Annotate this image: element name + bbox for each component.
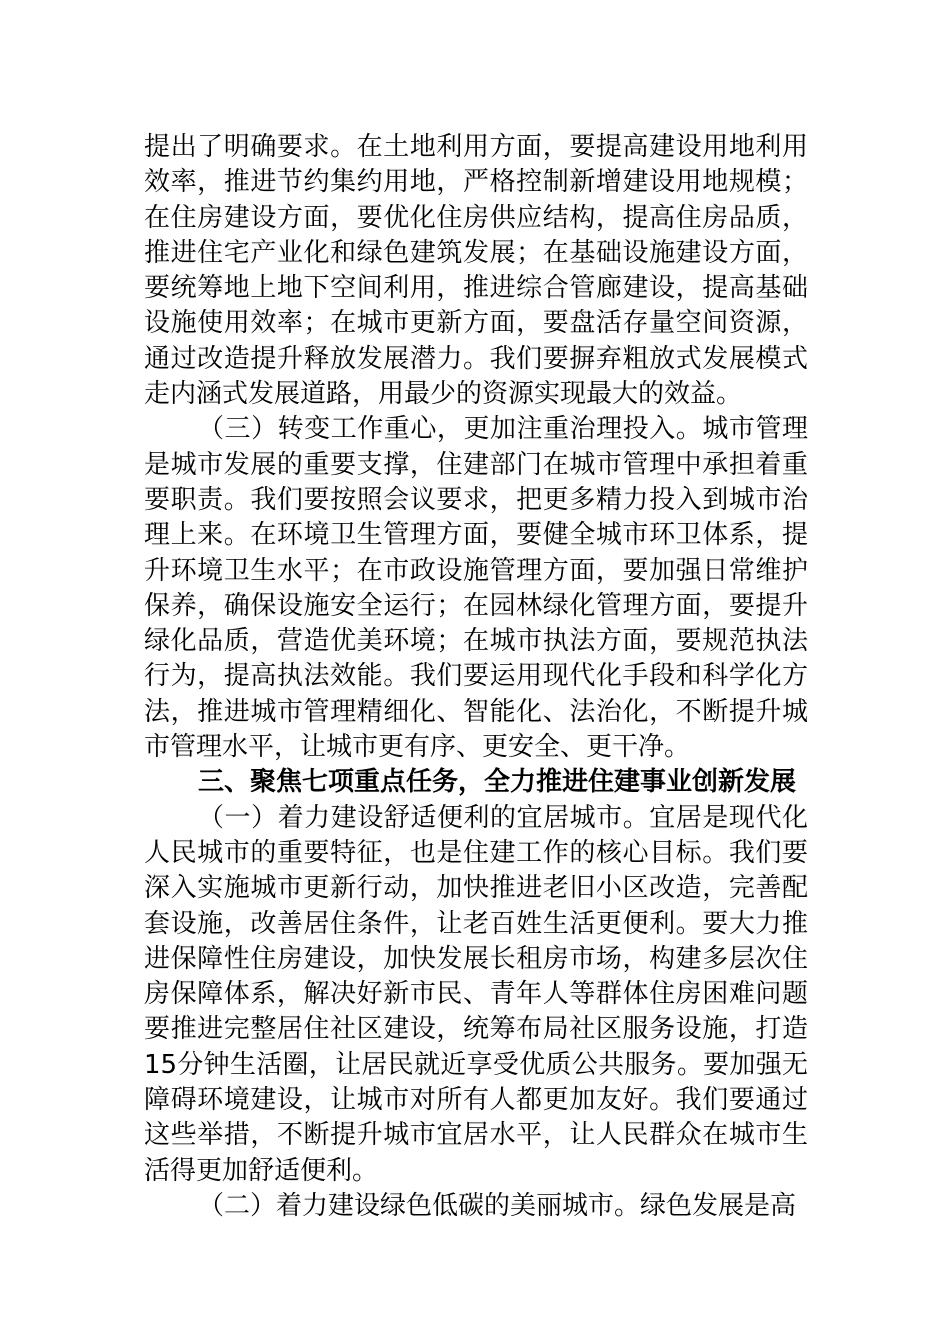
paragraph-green-city: （二）着力建设绿色低碳的美丽城市。绿色发展是高	[198, 1190, 797, 1221]
document-page	[144, 130, 808, 1224]
section-heading-three: 三、聚焦七项重点任务，全力推进住建事业创新发展	[198, 767, 797, 798]
paragraph-livable-city: （一）着力建设舒适便利的宜居城市。宜居是现代化人民城市的重要特征，也是住建工作的核心目标。我们要深入实施城市更新行动，加快推进老旧小区改造，完善配套设施，改善居住条件，让老百姓生活更便利。要大力推进保障性住房建设，加快发展长租房市场，构建多层次住房保障体系，解决好新市民、青年人等群体住房困难问题要推进完整居住社区建设，统筹布局社区服务设施，打造15分钟生活圈，让居民就近享受优质公共服务。要加强无障碍环境建设，让城市对所有人都更加友好。我们要通过这些举措，不断提升城市宜居水平，让人民群众在城市生活得更加舒适便利。	[144, 802, 808, 1186]
paragraph-continuation: 提出了明确要求。在土地利用方面，要提高建设用地利用效率，推进节约集约用地，严格控制新增建设用地规模；在住房建设方面，要优化住房供应结构，提高住房品质，推进住宅产业化和绿色建筑发展；在基础设施建设方面，要统筹地上地下空间利用，推进综合管廊建设，提高基础设施使用效率；在城市更新方面，要盘活存量空间资源，通过改造提升释放发展潜力。我们要摒弃粗放式发展模式走内涵式发展道路，用最少的资源实现最大的效益。	[144, 132, 808, 410]
paragraph-governance-focus: （三）转变工作重心，更加注重治理投入。城市管理是城市发展的重要支撑，住建部门在城市管理中承担着重要职责。我们要按照会议要求，把更多精力投入到城市治理上来。在环境卫生管理方面，要健全城市环卫体系，提升环境卫生水平；在市政设施管理方面，要加强日常维护保养，确保设施安全运行；在园林绿化管理方面，要提升绿化品质，营造优美环境；在城市执法方面，要规范执法行为，提高执法效能。我们要运用现代化手段和科学化方法，推进城市管理精细化、智能化、法治化，不断提升城市管理水平，让城市更有序、更安全、更干净。	[144, 414, 808, 763]
